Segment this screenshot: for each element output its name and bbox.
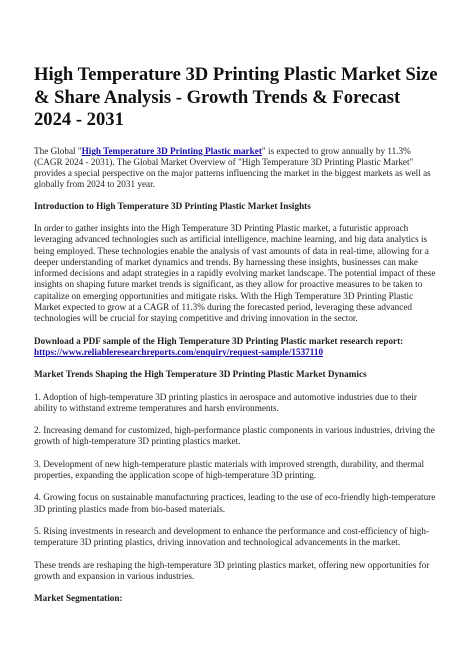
page-title: High Temperature 3D Printing Plastic Market Size & Share Analysis - Growth Trends & Forecast 2024 - 2031 [34, 64, 438, 130]
trend-item: 5. Rising investments in research and development to enhance the performance and cost-efficiency of high-temperature 3D printing plastics, driving innovation and technological advancements in the market. [34, 525, 430, 548]
trend-item: 2. Increasing demand for customized, high-performance plastic components in various industries, driving the growth of high-temperature 3D printing plastics market. [34, 425, 435, 447]
insights-body: In order to gather insights into the High Temperature 3D Printing Plastic market, a futuristic approach leveraging advanced technologies such as artificial intelligence, machine learning, and big data analytics is being employed. These technologies enable the analysis of vast amounts of data in real-time, allowing for a deeper understanding of market dynamics and trends. By harnessing these insights, businesses can make informed decisions and adapt strategies in a rapidly evolving market landscape. The potential impact of these insights on shaping future market trends is significant, as they allow for proactive measures to be taken to capitalize on emerging opportunities and mitigate risks. With the High Temperature 3D Printing Plastic Market expected to grow at a CAGR of 11.3% during the forecasted period, leveraging these advanced technologies will be crucial for staying competitive and driving innovation in the sector. [34, 222, 436, 324]
trends-heading: Market Trends Shaping the High Temperature 3D Printing Plastic Market Dynamics [34, 369, 367, 380]
insights-heading: Introduction to High Temperature 3D Printing Plastic Market Insights [34, 200, 311, 211]
trend-item: 3. Development of new high-temperature plastic materials with improved strength, durability, and thermal properties, expanding the application scope of high-temperature 3D printing. [34, 458, 425, 481]
market-link[interactable]: High Temperature 3D Printing Plastic market [81, 145, 262, 156]
sample-link[interactable]: https://www.reliableresearchreports.com/enquiry/request-sample/1537110 [34, 346, 324, 357]
segmentation-heading: Market Segmentation: [34, 593, 123, 604]
intro-text-end: " is expected to grow annually by 11.3% (CAGR 2024 - 2031). The Global Market Overview of "High Temperature 3D Printing Plastic Market" provides a special perspective on the major patterns influencing the market in the biggest markets as well as globally from 2024 to 2031 year. [34, 145, 431, 190]
trend-item: 1. Adoption of high-temperature 3D printing plastics in aerospace and automotive industries due to their ability to withstand extreme temperatures and harsh environments. [34, 391, 417, 413]
sample-block [34, 336, 440, 359]
sample-label: Download a PDF sample of the High Temperature 3D Printing Plastic market research report: [34, 335, 404, 346]
intro-text-start: The Global " [34, 145, 82, 156]
trends-summary: These trends are reshaping the high-temperature 3D printing plastics market, offering new opportunities for growth and expansion in various industries. [34, 559, 430, 581]
intro-paragraph [34, 146, 440, 191]
trend-item: 4. Growing focus on sustainable manufacturing practices, leading to the use of eco-friendly high-temperature 3D printing plastics made from bio-based materials. [34, 492, 436, 514]
